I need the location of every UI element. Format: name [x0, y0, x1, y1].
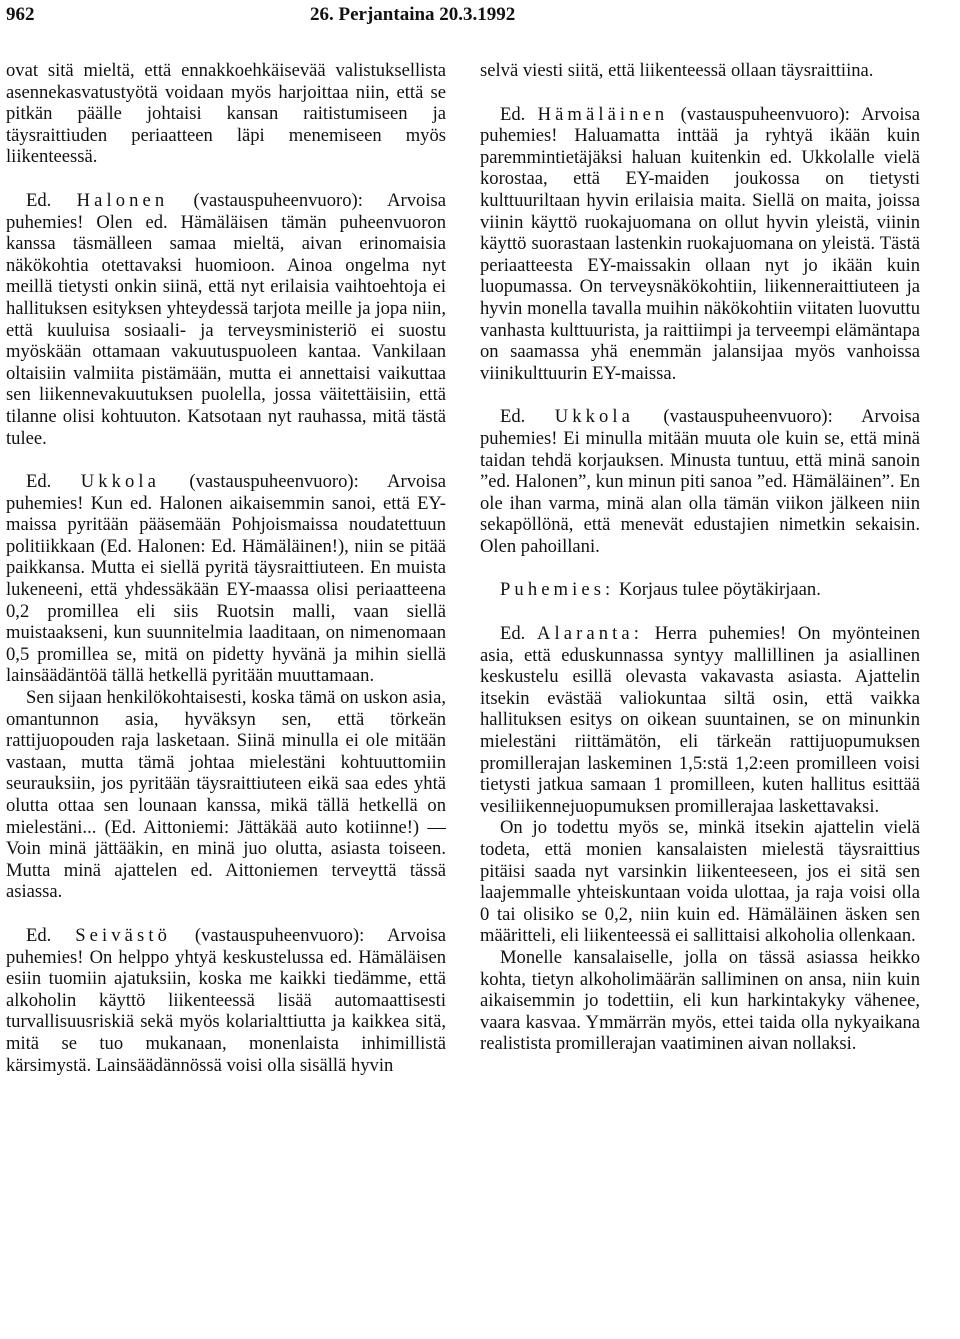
right-column	[480, 60, 920, 1055]
speech-ukkola	[480, 406, 920, 557]
speech-hamalainen	[480, 104, 920, 385]
left-column	[6, 60, 446, 1076]
speaker-prefix: Ed.	[26, 471, 52, 493]
page-number: 962	[6, 4, 35, 25]
paragraph: Sen sijaan henkilökohtaisesti, koska tämä on uskon asia, omantunnon asia, hyväksyn sen, että törkeän rattijuopouden raja lasketaan. Siinä minulla ei ole mitään vastaan, mutta tämä johtaa mielestäni kohtuuttomiin seurauksiin, jos pyritään täysraittiuteen eikä saa edes yhtä olutta ottaa sen lounaan kanssa, mikä tällä hetkellä on mielestäni... (Ed. Aittoniemi: Jättäkää auto kotiinne!) — Voin minä jättääkin, en minä juo olutta, asiasta toiseen. Mutta minä ajattelen ed. Aittoniemen terveyttä tässä asiassa.	[6, 687, 446, 903]
speaker-prefix: Ed.	[26, 189, 52, 211]
speech-text: (vastauspuheenvuoro): Arvoisa puhemies! Ei minulla mitään muuta ole kuin se, että minä taidan tehdä korjauksen. Minusta tuntuu, että minä sanoin ”ed. Halonen”, kun minun piti sanoa ”ed. Hämäläinen”. En ole ihan varma, minä alan olla tämän viikon jälkeen niin sekapöllönä, että menevät edustajien nimetkin sekaisin. Olen pahoillani.	[480, 406, 920, 557]
speaker-prefix: Ed.	[500, 406, 526, 428]
speaker-prefix: Ed.	[500, 623, 526, 645]
speaker-prefix: Ed.	[500, 103, 526, 125]
speaker-name: Puhemies:	[500, 579, 615, 601]
issue-date: 26. Perjantaina 20.3.1992	[310, 4, 516, 25]
speech-halonen	[6, 190, 446, 449]
paragraph: selvä viesti siitä, että liikenteessä ollaan täysraittiina.	[480, 60, 874, 81]
speech-seivasto	[6, 925, 446, 1076]
speaker-prefix: Ed.	[26, 924, 52, 946]
speech-text: (vastauspuheenvuoro): Arvoisa puhemies! Haluamatta inttää ja ryhtyä ikään kuin paremmintietäjäksi haluan kuitenkin ed. Ukkolalle vielä korostaa, että EY-maiden joukossa on tietysti kulttuuriltaan hyvin erilaisia maita. Siellä on maita, joissa viinin käyttö ruokajuomana on ollut hyvin yleistä, viinin käyttö suorastaan lastenkin ruokajuomana on yleistä. Tästä periaatteesta EY-maissakin ollaan nyt jo ikään kuin luopumassa. On terveysnäkökohtiin, liikenneraittiuteen ja hyvin monella tavalla muihin näkökohtiin viitaten luovuttu vanhasta kulttuurista, ja raittiimpi ja terveempi elämäntapa on saamassa yhä enemmän jalansijaa myös vanhoissa viinikulttuurin EY-maissa.	[480, 103, 921, 384]
speech-text: (vastauspuheenvuoro): Arvoisa puhemies! Kun ed. Halonen aikaisemmin sanoi, että EY-maissa pyritään pääsemään Pohjoismaissa noudatettuun politiikkaan (Ed. Halonen: Ed. Hämäläinen!), niin se pitää paikkansa. Mutta ei siellä pyritä täysraittiuteen. En muista lukeneeni, että yhdessäkään EY-maassa olisi periaatteena 0,2 promillea eli siis Ruotsin malli, vaan siellä muistaakseni, kun suunnitelmia laaditaan, on nimenomaan 0,5 promillea se, mitä on pidetty hyvänä ja mihin siellä lainsäädäntöä tällä hetkellä pyritään muuttamaan.	[6, 471, 446, 687]
speaker-name: Seivästö	[75, 924, 171, 946]
speech-text: (vastauspuheenvuoro): Arvoisa puhemies! On helppo yhtyä keskustelussa ed. Hämäläisen esiin tuomiin ajatuksiin, koska me kaikki tiedämme, että alkoholin käyttö liikenteessä lisää automaattisesti turvallisuusriskiä sekä myös kolarialttiutta ja kaikkea sitä, mitä se tuo mukanaan, monenlaista inhimillistä kärsimystä. Lainsäädännössä voisi olla sisällä hyvin	[6, 924, 446, 1076]
paragraph: Monelle kansalaiselle, jolla on tässä asiassa heikko kohta, tietyn alkoholimäärän salliminen on ansa, niin kuin aikaisemmin jo todettiin, eli kun harkintakyky vähenee, vaara kasvaa. Ymmärrän myös, ettei taida olla nykyaikana realistista promillerajan vaatiminen aivan nollaksi.	[480, 946, 920, 1055]
speech-puhemies	[480, 579, 920, 601]
speaker-name: Hämäläinen	[537, 103, 669, 125]
paragraph: On jo todettu myös se, minkä itsekin ajattelin vielä todeta, että monien kansalaisten mielestä täysraittius pitäisi saada nyt varsinkin liikenteeseen, jos ei sitä sen laajemmalle yhteiskuntaan voida ulottaa, ja raja voisi olla 0 tai olisiko se 0,2, niin kuin ed. Hämäläinen äsken sen määritteli, eli liikenteessä ei sallittaisi alkoholia ollenkaan.	[480, 817, 920, 947]
speech-text: (vastauspuheenvuoro): Arvoisa puhemies! Olen ed. Hämäläisen tämän puheenvuoron kanssa täsmälleen samaa mieltä, aivan erinomaisia näkökohtia otettavaksi huomioon. Ainoa ongelma nyt meillä tietysti onkin siinä, että nyt erilaisia vaihtoehtoja ei hallituksen esityksen yhteydessä tarjota meille ja jopa niin, että kuuluisa sosiaali- ja terveysministeriö ei suostu myöskään ottamaan vakuutuspuoleen kantaa. Vankilaan oltaisiin valmiita pistämään, mutta ei annettaisi vaikuttaa sen liikennevakuutuksen puolella, jossa väitettäisiin, että tilanne olisi kohtuuton. Katsotaan nyt rauhassa, mitä tästä tulee.	[6, 189, 446, 449]
speech-text: Korjaus tulee pöytäkirjaan.	[618, 579, 821, 601]
speaker-name: Ukkola	[80, 471, 160, 493]
speech-text: Herra puhemies! On myönteinen asia, että eduskunnassa syntyy mallillinen ja asiallinen keskustelu esillä olevasta vakavasta asiasta. Ajattelin itsekin evästää valiokuntaa siltä osin, että vaikka hallituksen esitys on oikean suuntainen, se on minunkin mielestäni riittämätön, eli tärkeän rattijuopumuksen promillerajan laskeminen 1,5:stä 1,2:een promilleen voisi tietysti jatkua samaan 1 promilleen, kuten hallitus esittää vesiliikennejuopumuksen promillerajaa laskettavaksi.	[480, 623, 921, 817]
speech-ukkola	[6, 471, 446, 687]
speaker-name: Ukkola	[554, 406, 634, 428]
speaker-name: Halonen	[76, 189, 169, 211]
page-header	[6, 4, 956, 28]
speech-alaranta	[480, 623, 920, 817]
speaker-name: Alaranta:	[537, 623, 644, 645]
paragraph: ovat sitä mieltä, että ennakkoehkäisevää valistuksellista asennekasvatustyötä voidaan myös harjoittaa niin, että se pitkän päälle johtaisi kansan raitistumiseen ja täysraittiuden periaatteen läpi menemiseen myös liikenteessä.	[6, 60, 446, 168]
